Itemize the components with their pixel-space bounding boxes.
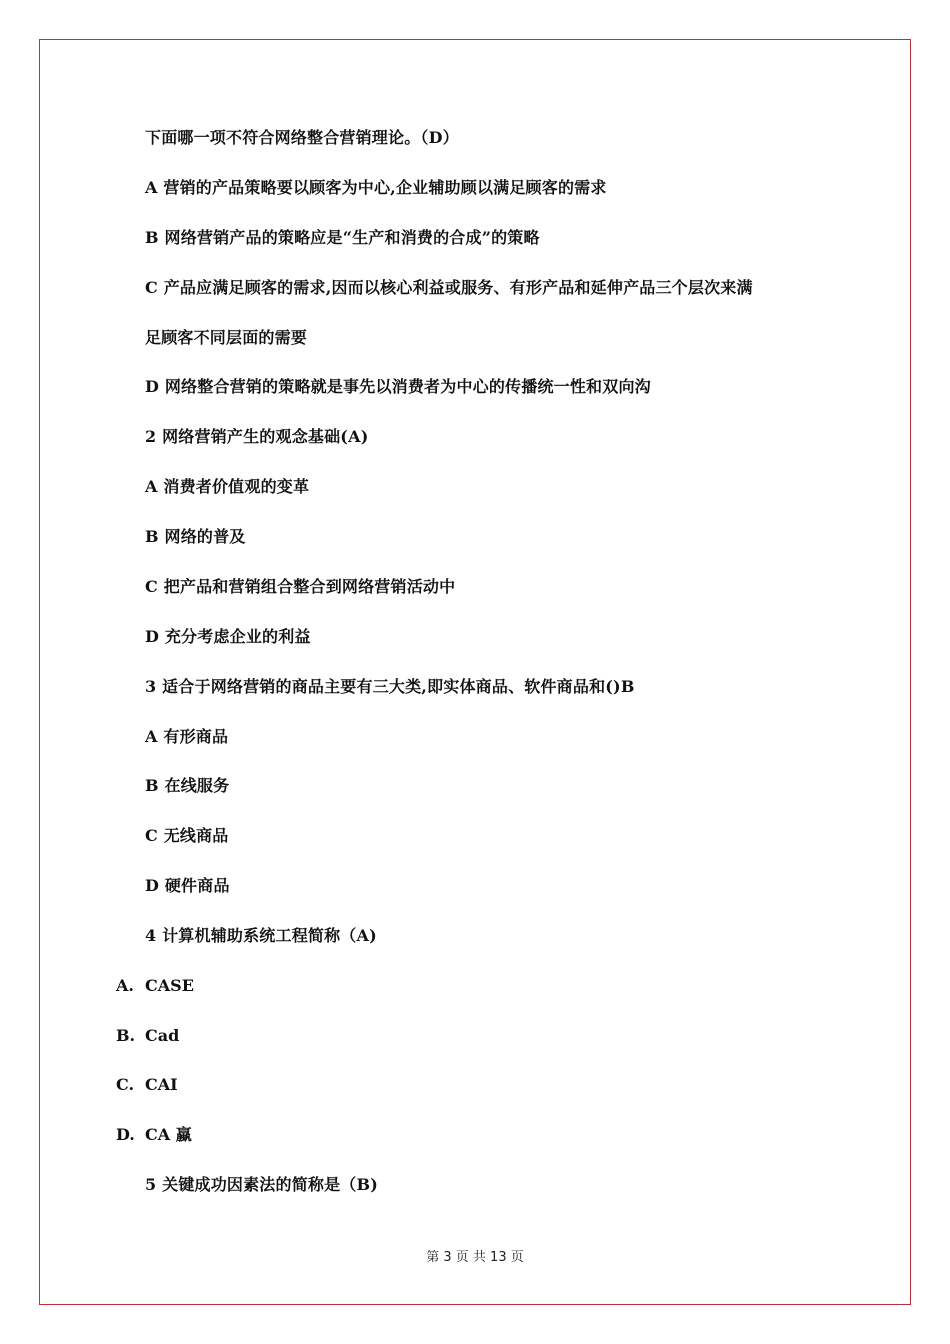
option-label: C. <box>116 1075 135 1094</box>
question-3-option-a: A 有形商品 <box>145 727 229 746</box>
question-2-option-d: D 充分考虑企业的利益 <box>145 627 311 646</box>
option-text: CA 蠃 <box>145 1125 192 1144</box>
question-2-option-a: A 消费者价值观的变革 <box>145 477 310 496</box>
option-text: Cad <box>145 1026 180 1045</box>
question-3-option-b: B 在线服务 <box>145 776 230 795</box>
option-text: CAI <box>145 1075 178 1094</box>
option-label: B. <box>116 1026 136 1045</box>
question-4-option-b <box>116 1026 179 1046</box>
option-label: A. <box>116 976 134 995</box>
question-1-option-c: C 产品应满足顾客的需求,因而以核心利益或服务、有形产品和延伸产品三个层次来满 <box>145 278 753 297</box>
question-1-option-a: A 营销的产品策略要以顾客为中心,企业辅助顾以满足顾客的需求 <box>145 178 607 197</box>
question-3-option-d: D 硬件商品 <box>145 876 230 895</box>
question-1-option-b: B 网络营销产品的策略应是“生产和消费的合成”的策略 <box>145 228 540 247</box>
option-text: CASE <box>145 976 194 995</box>
question-2: 2 网络营销产生的观念基础(A) <box>145 427 369 446</box>
question-1: 下面哪一项不符合网络整合营销理论。（D） <box>145 128 459 147</box>
question-4-option-d <box>116 1125 192 1145</box>
question-1-option-c-cont: 足顾客不同层面的需要 <box>145 328 308 347</box>
question-1-option-d: D 网络整合营销的策略就是事先以消费者为中心的传播统一性和双向沟 <box>145 377 651 396</box>
question-5: 5 关键成功因素法的简称是（B) <box>145 1175 378 1194</box>
question-4: 4 计算机辅助系统工程简称（A) <box>145 926 377 945</box>
question-2-option-b: B 网络的普及 <box>145 527 246 546</box>
question-3: 3 适合于网络营销的商品主要有三大类,即实体商品、软件商品和()B <box>145 677 635 696</box>
question-4-option-c <box>116 1075 178 1095</box>
question-3-option-c: C 无线商品 <box>145 826 229 845</box>
page-footer: 第 3 页 共 13 页 <box>426 1250 524 1265</box>
option-label: D. <box>116 1125 135 1144</box>
question-2-option-c: C 把产品和营销组合整合到网络营销活动中 <box>145 577 456 596</box>
question-4-option-a <box>116 976 194 996</box>
